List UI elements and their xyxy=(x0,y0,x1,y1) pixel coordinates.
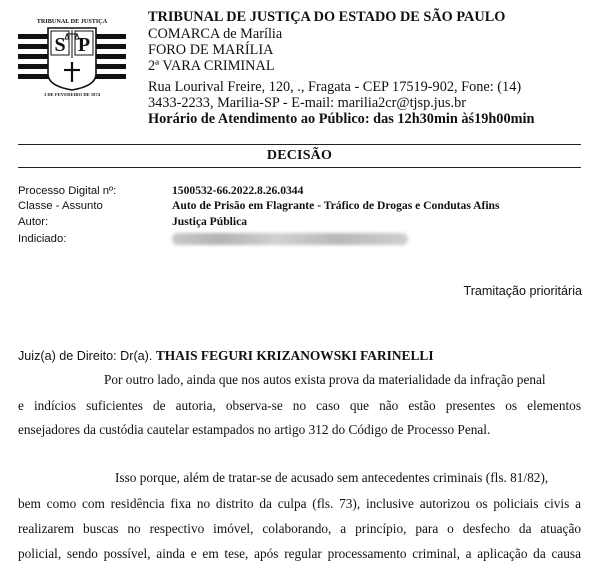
class-subject-value: Auto de Prisão em Flagrante - Tráfico de Drogas e Condutas Afins xyxy=(172,199,500,212)
court-name: TRIBUNAL DE JUSTIÇA DO ESTADO DE SÃO PAULO xyxy=(148,9,506,25)
body-line-5: bem como com residência fixa no distrito da culpa (fls. 73), inclusive autorizou os policiais civis a xyxy=(18,496,581,511)
vara-name: 2ª VARA CRIMINAL xyxy=(148,58,275,74)
address-line-1: Rua Lourival Freire, 120, ., Fragata - CEP 17519-902, Fone: (14) xyxy=(148,79,522,95)
logo-letter-s: S xyxy=(54,34,66,56)
indicted-name-redacted xyxy=(172,233,408,245)
address-line-2: 3433-2233, Marilia-SP - E-mail: marilia2cr@tjsp.jus.br xyxy=(148,95,466,111)
foro-name: FORO DE MARÍLIA xyxy=(148,42,274,58)
logo-letter-p: P xyxy=(77,34,91,56)
logo-arc-text: TRIBUNAL DE JUSTIÇA xyxy=(36,18,108,25)
judge-name: THAIS FEGURI KRIZANOWSKI FARINELLI xyxy=(155,348,434,363)
tjsp-coat-of-arms-logo xyxy=(18,14,126,98)
author-value: Justiça Pública xyxy=(172,215,248,228)
author-label: Autor: xyxy=(18,216,49,228)
class-subject-label: Classe - Assunto xyxy=(18,200,103,212)
decision-title-box xyxy=(18,144,581,168)
judge-prefix: Juiz(a) de Direito: Dr(a). xyxy=(18,349,153,363)
judge-line xyxy=(18,348,434,364)
body-line-3: ensejadores da custódia cautelar estampados no artigo 312 do Código de Processo Penal. xyxy=(18,422,491,437)
body-line-7: policial, sendo possível, ainda e em tese, após regular processamento criminal, a aplicação da causa xyxy=(18,546,581,561)
indicted-label: Indiciado: xyxy=(18,233,67,245)
body-line-1: Por outro lado, ainda que nos autos exista prova da materialidade da infração penal xyxy=(104,372,546,387)
process-number-value: 1500532-66.2022.8.26.0344 xyxy=(172,184,304,197)
comarca-name: COMARCA de Marília xyxy=(148,26,283,42)
body-line-2: e indícios suficientes de autoria, observa-se no caso que não estão presentes os elementos xyxy=(18,398,581,413)
process-number-label: Processo Digital nº: xyxy=(18,185,117,197)
logo-date-text: 3 DE FEVEREIRO DE 1874 xyxy=(43,92,101,97)
body-line-6: realizarem buscas no respectivo imóvel, colaborando, a princípio, para o desfecho da atuação xyxy=(18,521,581,536)
decision-title: DECISÃO xyxy=(266,148,333,163)
office-hours: Horário de Atendimento ao Público: das 12h30min àś19h00min xyxy=(148,111,535,127)
priority-note: Tramitação prioritária xyxy=(463,284,582,298)
body-line-4: Isso porque, além de tratar-se de acusado sem antecedentes criminais (fls. 81/82), xyxy=(115,470,549,485)
